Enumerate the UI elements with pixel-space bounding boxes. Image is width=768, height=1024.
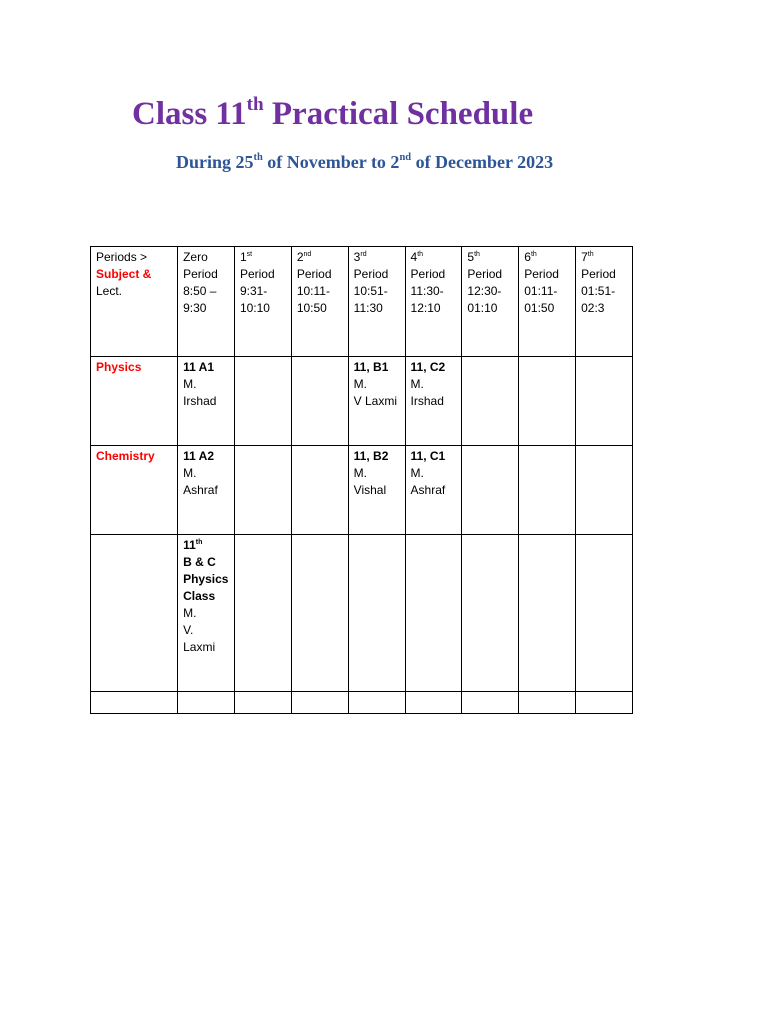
chemistry-period-2-cell (291, 446, 348, 535)
period-ordinal (524, 249, 570, 266)
physics-period-6-cell (519, 357, 576, 446)
subject-name: Physics (183, 572, 229, 586)
period-word: Period (524, 267, 559, 281)
header-row (91, 247, 633, 357)
period-end: 02:3 (581, 301, 605, 315)
subtitle-sup1: th (253, 151, 263, 163)
period-end: 01:10 (467, 301, 498, 315)
teacher-prefix: M. (183, 606, 197, 620)
period-end: 10:50 (296, 301, 327, 315)
physics-period-5-cell (462, 357, 519, 446)
subject-label: Chemistry (96, 449, 155, 463)
chemistry-period-1-cell (234, 446, 291, 535)
period-ord-num: 3 (353, 250, 361, 264)
period-end: 9:30 (183, 301, 207, 315)
class-row-period-6-cell (519, 535, 576, 692)
header-cell-period-4 (405, 247, 462, 357)
period-ord-sup: st (246, 251, 253, 258)
chemistry-zero-cell (178, 446, 235, 535)
period-start: 11:30- (410, 284, 444, 298)
teacher-prefix: M. (410, 377, 424, 391)
teacher-name: Ashraf (183, 483, 218, 497)
schedule-table (90, 246, 633, 714)
grade-number: 11 (183, 538, 196, 552)
period-word: Period (239, 267, 275, 281)
teacher-name: Vishal (353, 483, 387, 497)
header-lect-label: Lect. (96, 284, 123, 298)
period-word: Period (296, 267, 332, 281)
physics-row (91, 357, 633, 446)
subtitle-part2: of November to 2 (262, 152, 400, 172)
empty-cell (348, 692, 405, 714)
teacher-name: Irshad (183, 394, 217, 408)
physics-period-4-cell (405, 357, 462, 446)
class-code: 11, C1 (410, 449, 446, 463)
class-word: Class (183, 589, 216, 603)
subject-label: Physics (96, 360, 142, 374)
period-end: 12:10 (410, 301, 441, 315)
subtitle-sup2: nd (399, 151, 412, 163)
teacher-prefix: M. (183, 466, 197, 480)
period-start: 9:31- (239, 284, 268, 298)
period-ord-sup: th (474, 251, 480, 258)
title-prefix: Class 11 (132, 96, 247, 132)
period-ordinal (240, 249, 286, 266)
empty-cell (405, 692, 462, 714)
period-end: 11:30 (353, 301, 383, 315)
subject-cell-chemistry (91, 446, 178, 535)
period-word: Period (183, 267, 218, 281)
header-cell-period-6 (519, 247, 576, 357)
chemistry-period-5-cell (462, 446, 519, 535)
class-code: 11, C2 (410, 360, 446, 374)
empty-cell (291, 692, 348, 714)
class-row-subject-cell (91, 535, 178, 692)
physics-zero-cell (178, 357, 235, 446)
period-ord-num: 2 (296, 250, 304, 264)
chemistry-period-7-cell (576, 446, 633, 535)
teacher-prefix: M. (353, 466, 368, 480)
physics-period-1-cell (234, 357, 291, 446)
period-start: 01:51- (581, 284, 616, 298)
class-row-period-4-cell (405, 535, 462, 692)
teacher-prefix: M. (410, 466, 424, 480)
period-ord-sup: th (530, 251, 537, 258)
teacher-name: V Laxmi (353, 394, 398, 408)
class-code: 11 A1 (183, 360, 215, 374)
period-ord-num: 4 (410, 250, 418, 264)
chemistry-period-3-cell (348, 446, 405, 535)
page-title (132, 94, 533, 134)
header-cell-period-3 (348, 247, 405, 357)
period-ordinal (581, 249, 627, 266)
period-word: Period (353, 267, 389, 281)
grade-sup: th (195, 539, 203, 546)
subject-cell-physics (91, 357, 178, 446)
period-ord-sup: th (587, 251, 594, 258)
teacher-name: Irshad (410, 394, 444, 408)
class-row-period-7-cell (576, 535, 633, 692)
empty-row (91, 692, 633, 714)
physics-period-2-cell (291, 357, 348, 446)
period-word: Period (410, 267, 446, 281)
class-row-period-1-cell (234, 535, 291, 692)
header-periods-label: Periods > (96, 250, 148, 264)
empty-cell (576, 692, 633, 714)
period-start: 8:50 – (183, 284, 217, 298)
subtitle-part1: During 25 (176, 152, 254, 172)
physics-period-3-cell (348, 357, 405, 446)
class-code: 11, B2 (353, 449, 389, 463)
period-ord-num: 1 (239, 250, 247, 264)
empty-cell (462, 692, 519, 714)
period-ord-sup: rd (360, 251, 367, 258)
physics-period-7-cell (576, 357, 633, 446)
period-ordinal (467, 249, 513, 266)
empty-cell (91, 692, 178, 714)
period-word: Period (581, 267, 616, 281)
header-cell-zero-period (178, 247, 235, 357)
page-subtitle (176, 150, 553, 174)
header-cell-period-7 (576, 247, 633, 357)
period-label: Zero (183, 250, 208, 264)
subtitle-part3: of December 2023 (411, 152, 554, 172)
class-code: 11, B1 (353, 360, 389, 374)
period-ord-sup: th (417, 251, 424, 258)
period-ord-num: 6 (524, 250, 531, 264)
teacher-prefix: M. (353, 377, 368, 391)
header-cell-period-2 (291, 247, 348, 357)
header-cell-periods (91, 247, 178, 357)
period-start: 01:11- (524, 284, 558, 298)
class-row-period-2-cell (291, 535, 348, 692)
period-start: 10:11- (296, 284, 330, 298)
teacher-name: Ashraf (410, 483, 446, 497)
class-row-period-3-cell (348, 535, 405, 692)
period-start: 12:30- (467, 284, 502, 298)
empty-cell (234, 692, 291, 714)
teacher-name: Laxmi (183, 640, 216, 654)
sections-label: B & C (183, 555, 216, 569)
teacher-initial: V. (183, 623, 194, 637)
period-ord-num: 5 (467, 250, 475, 264)
period-ordinal (297, 249, 343, 266)
period-start: 10:51- (353, 284, 388, 298)
period-word: Period (467, 267, 503, 281)
header-cell-period-5 (462, 247, 519, 357)
period-ordinal (354, 249, 400, 266)
header-subject-label: Subject & (96, 267, 152, 281)
chemistry-row (91, 446, 633, 535)
grade-label (183, 537, 229, 554)
chemistry-period-6-cell (519, 446, 576, 535)
teacher-prefix: M. (183, 377, 197, 391)
empty-cell (519, 692, 576, 714)
class-row-period-5-cell (462, 535, 519, 692)
period-end: 10:10 (239, 301, 270, 315)
chemistry-period-4-cell (405, 446, 462, 535)
class-row (91, 535, 633, 692)
class-row-zero-cell (178, 535, 235, 692)
class-code: 11 A2 (183, 449, 215, 463)
period-ord-sup: nd (303, 251, 312, 258)
header-cell-period-1 (234, 247, 291, 357)
period-ord-num: 7 (581, 250, 588, 264)
title-sup: th (246, 94, 264, 116)
period-ordinal (411, 249, 457, 266)
empty-cell (178, 692, 235, 714)
period-end: 01:50 (524, 301, 555, 315)
title-suffix: Practical Schedule (263, 96, 534, 132)
